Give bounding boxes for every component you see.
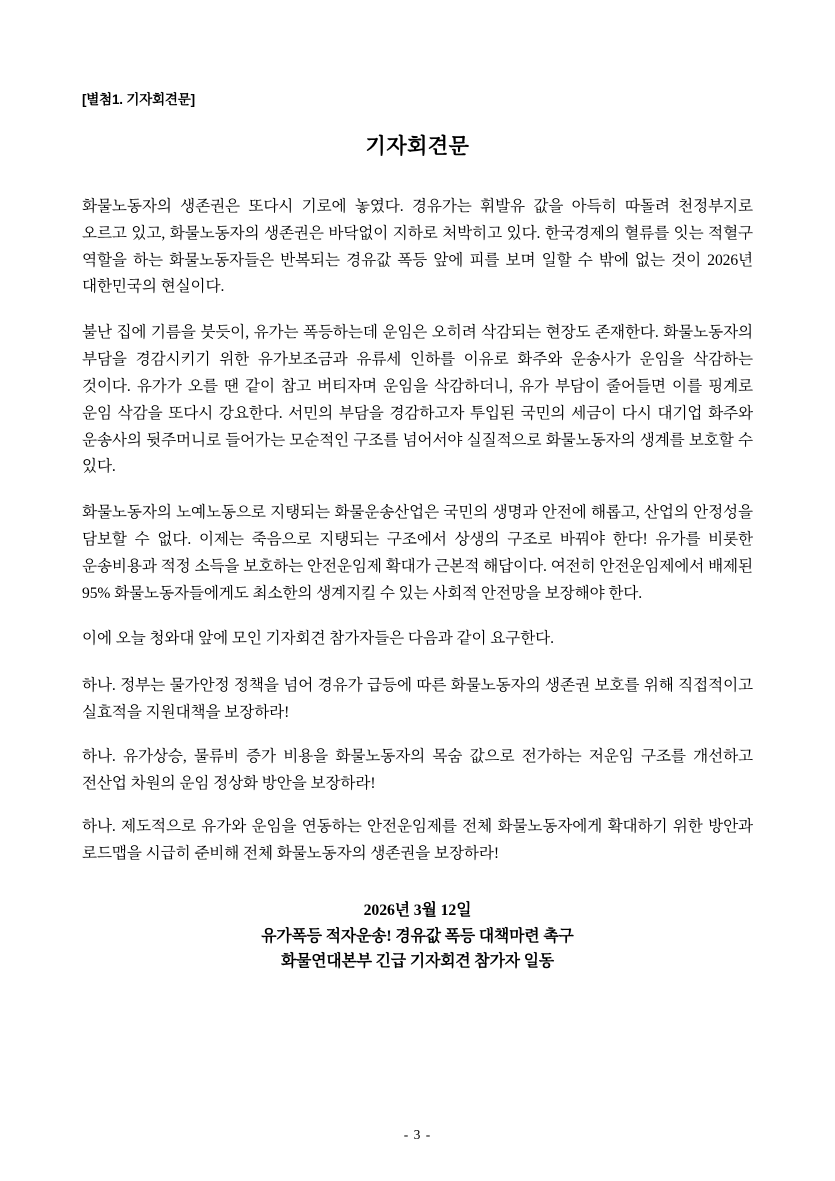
- closing-organization: 화물연대본부 긴급 기자회견 참가자 일동: [280, 953, 555, 971]
- body-paragraph: 화물노동자의 생존권은 또다시 기로에 놓였다. 경유가는 휘발유 값을 아득히 따돌려 천정부지로 오르고 있고, 화물노동자의 생존권은 바닥없이 지하로 처박히고 있다. 한국경제의 혈류를 잇는 적혈구 역할을 하는 화물노동자들은 반복되는 경유값 폭등 앞에 피를 보며 일할 수 밖에 없는 것이 2026년 대한민국의 현실이다.: [82, 198, 753, 296]
- closing-block: [82, 898, 753, 975]
- attachment-label: [별첨1. 기자회견문]: [82, 92, 195, 107]
- body-paragraph: 화물노동자의 노예노동으로 지탱되는 화물운송산업은 국민의 생명과 안전에 해롭고, 산업의 안정성을 담보할 수 없다. 이제는 죽음으로 지탱되는 구조에서 상생의 구조로 바꿔야 한다! 유가를 비롯한 운송비용과 적정 소득을 보호하는 안전운임제 확대가 근본적 해답이다. 여전히 안전운임제에서 배제된 95% 화물노동자들에게도 최소한의 생계지킬 수 있는 사회적 안전망을 보장해야 한다.: [82, 504, 753, 602]
- demand-intro-paragraph: 이에 오늘 청와대 앞에 모인 기자회견 참가자들은 다음과 같이 요구한다.: [82, 630, 554, 648]
- demand-item: 하나. 제도적으로 유가와 운임을 연동하는 안전운임제를 전체 화물노동자에게 확대하기 위한 방안과 로드맵을 시급히 준비해 전체 화물노동자의 생존권을 보장하라!: [82, 818, 753, 863]
- closing-slogan: 유가폭등 적자운송! 경유값 폭등 대책마련 촉구: [261, 927, 574, 945]
- page-number: - 3 -: [403, 1127, 432, 1142]
- demand-item: 하나. 정부는 물가안정 정책을 넘어 경유가 급등에 따른 화물노동자의 생존권 보호를 위해 직접적이고 실효적을 지원대책을 보장하라!: [82, 677, 753, 721]
- demand-item: 하나. 유가상승, 물류비 증가 비용을 화물노동자의 목숨 값으로 전가하는 저운임 구조를 개선하고 전산업 차원의 운임 정상화 방안을 보장하라!: [82, 747, 753, 792]
- closing-date: 2026년 3월 12일: [363, 902, 472, 920]
- page-title: 기자회견문: [365, 134, 470, 158]
- body-paragraph: 불난 집에 기름을 붓듯이, 유가는 폭등하는데 운임은 오히려 삭감되는 현장도 존재한다. 화물노동자의 부담을 경감시키기 위한 유가보조금과 유류세 인하를 이유로 화주와 운송사가 운임을 삭감하는 것이다. 유가가 오를 땐 같이 참고 버티자며 운임을 삭감하더니, 유가 부담이 줄어들면 이를 핑계로 운임 삭감을 또다시 강요한다. 서민의 부담을 경감하고자 투입된 국민의 세금이 다시 대기업 화주와 운송사의 뒷주머니로 들어가는 모순적인 구조를 넘어서야 실질적으로 화물노동자의 생계를 보호할 수 있다.: [82, 324, 753, 476]
